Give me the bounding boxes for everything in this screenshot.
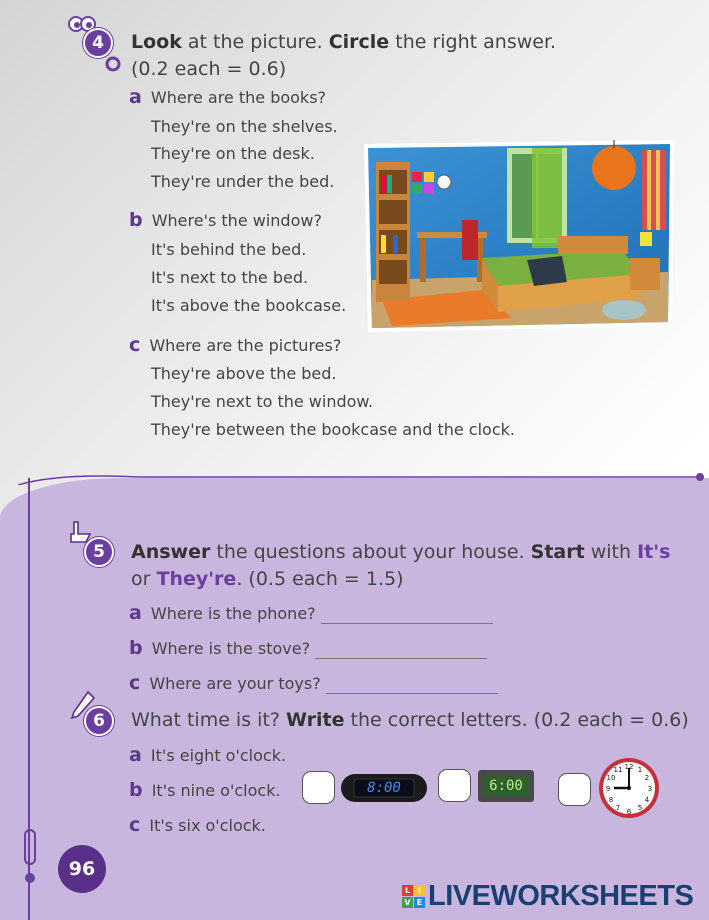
brand-name: LIVEWORKSHEETS — [428, 879, 694, 912]
digital-clock-1 — [340, 772, 428, 804]
digital-clock-2-display: 6:00 — [489, 778, 523, 794]
svg-text:4: 4 — [644, 796, 650, 804]
svg-text:9: 9 — [605, 785, 611, 793]
clock2-answer-box[interactable] — [438, 769, 471, 802]
page-number: 96 — [58, 845, 106, 893]
q5c — [129, 672, 498, 694]
q4a — [129, 86, 326, 108]
q4b-option-3[interactable]: It's above the bookcase. — [151, 296, 347, 315]
analog-clock-icon — [597, 756, 661, 824]
q4b — [129, 209, 322, 231]
q6c-text: It's six o'clock. — [149, 816, 266, 835]
q6a-letter: a — [129, 744, 142, 766]
svg-text:7: 7 — [615, 804, 621, 812]
brand-logo-icon: L I V E — [402, 885, 425, 908]
q4a-option-1[interactable]: They're on the shelves. — [151, 117, 338, 136]
q4-instructions: Look at the picture. Circle the right answer. (0.2 each = 0.6) — [131, 31, 557, 80]
q4c-option-1[interactable]: They're above the bed. — [151, 364, 337, 383]
clock1-answer-box[interactable] — [302, 771, 335, 804]
q6-number-badge: 6 — [84, 706, 114, 736]
q5-instructions: Answer the questions about your house. Start with It's or They're. (0.5 each = 1.5) — [131, 541, 671, 590]
q6c-letter: c — [129, 814, 141, 836]
q4a-letter: a — [129, 86, 142, 108]
q6a-text: It's eight o'clock. — [150, 746, 287, 765]
q5a-letter: a — [129, 602, 142, 624]
section-divider — [18, 470, 708, 482]
q6-instructions: What time is it? Write the correct letters. (0.2 each = 0.6) — [131, 709, 689, 731]
q4-number-badge: 4 — [83, 28, 113, 58]
q5b — [129, 637, 487, 659]
svg-text:8: 8 — [608, 796, 614, 804]
q4a-option-3[interactable]: They're under the bed. — [151, 172, 335, 191]
svg-text:10: 10 — [606, 774, 616, 782]
q4b-option-2[interactable]: It's next to the bed. — [151, 268, 309, 287]
svg-text:1: 1 — [637, 766, 643, 774]
q5b-question: Where is the stove? — [151, 639, 311, 658]
q4c-question: Where are the pictures? — [149, 336, 342, 355]
q6a — [129, 744, 286, 766]
q5c-question: Where are your toys? — [149, 674, 321, 693]
svg-text:6: 6 — [626, 808, 632, 816]
q6b-text: It's nine o'clock. — [151, 781, 281, 800]
q5a-question: Where is the phone? — [150, 604, 316, 623]
q6c — [129, 814, 266, 836]
q4c — [129, 334, 341, 356]
svg-text:11: 11 — [613, 766, 623, 774]
q4c-option-2[interactable]: They're next to the window. — [151, 392, 374, 411]
q5-number-badge: 5 — [84, 537, 114, 567]
q4c-option-3[interactable]: They're between the bookcase and the clock. — [151, 420, 515, 439]
q4b-question: Where's the window? — [151, 211, 322, 230]
q5c-answer-line[interactable] — [326, 680, 498, 694]
svg-text:3: 3 — [647, 785, 653, 793]
q4b-option-1[interactable]: It's behind the bed. — [151, 240, 307, 259]
clock3-answer-box[interactable] — [558, 773, 591, 806]
digital-clock-1-display: 8:00 — [367, 780, 401, 796]
q5b-letter: b — [129, 637, 143, 659]
bedroom-picture — [362, 140, 676, 332]
q5a — [129, 602, 493, 624]
q4c-letter: c — [129, 334, 141, 356]
svg-text:5: 5 — [637, 804, 643, 812]
q5a-answer-line[interactable] — [321, 610, 493, 624]
q6b — [129, 779, 281, 801]
q4a-question: Where are the books? — [150, 88, 327, 107]
brand-logo — [402, 880, 693, 912]
q5c-letter: c — [129, 672, 141, 694]
q4a-option-2[interactable]: They're on the desk. — [151, 144, 315, 163]
q6b-letter: b — [129, 779, 143, 801]
svg-text:2: 2 — [644, 774, 650, 782]
q4b-letter: b — [129, 209, 143, 231]
digital-clock-2 — [477, 769, 535, 803]
paperclip-icon — [22, 828, 38, 892]
q5b-answer-line[interactable] — [315, 645, 487, 659]
svg-text:12: 12 — [624, 763, 634, 771]
